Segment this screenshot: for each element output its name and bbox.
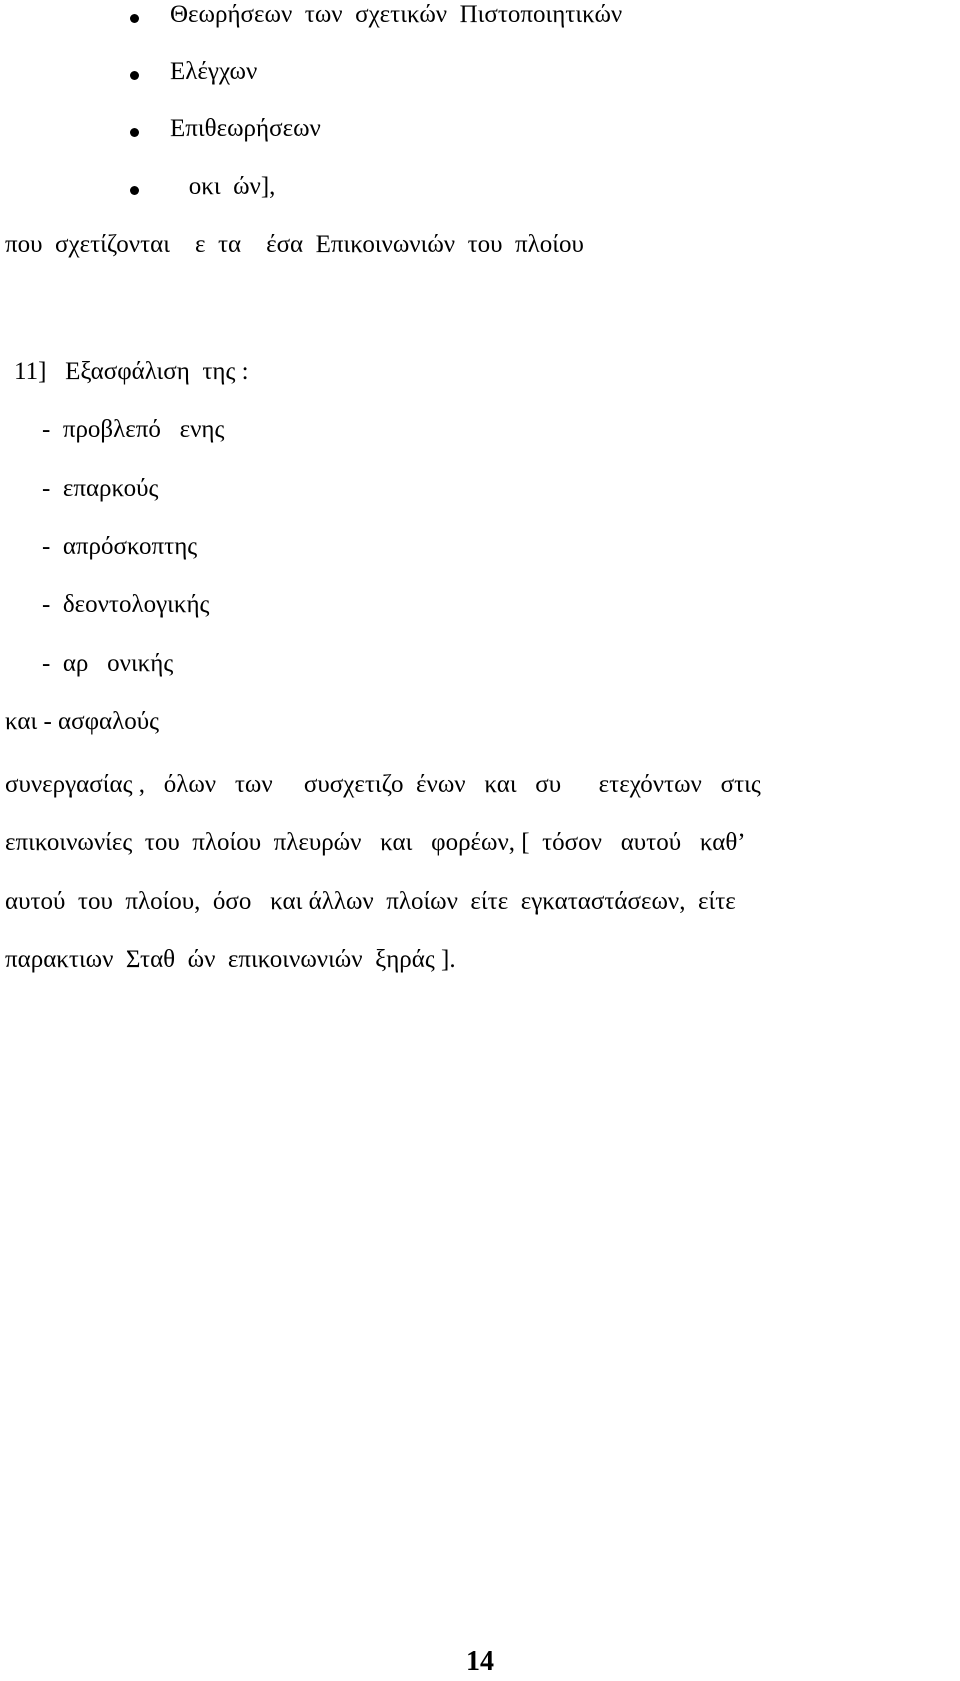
- paragraph-line: επικοινωνίες του πλοίου πλευρών και φορέων, [ τόσον αυτού καθ’: [5, 829, 746, 856]
- bullet-item: οκι ών],: [170, 173, 276, 200]
- paragraph-line: αυτού του πλοίου, όσο και άλλων πλοίων είτε εγκαταστάσεων, είτε: [5, 888, 736, 915]
- paragraph-line: παρακτιων Σταθ ών επικοινωνιών ξηράς ].: [5, 946, 456, 973]
- bullet-item: Ελέγχων: [170, 58, 258, 85]
- paragraph-line: συνεργασίας , όλων των συσχετιζο ένων και συ ετεχόντων στις: [5, 771, 761, 798]
- bullet-marker: [130, 14, 139, 23]
- bullet-marker: [130, 128, 139, 137]
- bullet-marker: [130, 186, 139, 195]
- page-number: 14: [466, 1646, 494, 1677]
- bullet-item: Θεωρήσεων των σχετικών Πιστοποιητικών: [170, 1, 623, 28]
- bullet-item: Επιθεωρήσεων: [170, 115, 321, 142]
- bullet-followup-line: που σχετίζονται ε τα έσα Επικοινωνιών του πλοίου: [5, 231, 584, 258]
- dash-item: - αρ ονικής: [42, 650, 174, 677]
- dash-item: - προβλεπό ενης: [42, 416, 225, 443]
- dash-item: - απρόσκοπτης: [42, 533, 198, 560]
- dash-item: - δεοντολογικής: [42, 591, 210, 618]
- section-heading: 11] Εξασφάλιση της :: [14, 358, 249, 385]
- bullet-marker: [130, 71, 139, 80]
- last-item: και - ασφαλούς: [5, 708, 160, 735]
- dash-item: - επαρκούς: [42, 475, 159, 502]
